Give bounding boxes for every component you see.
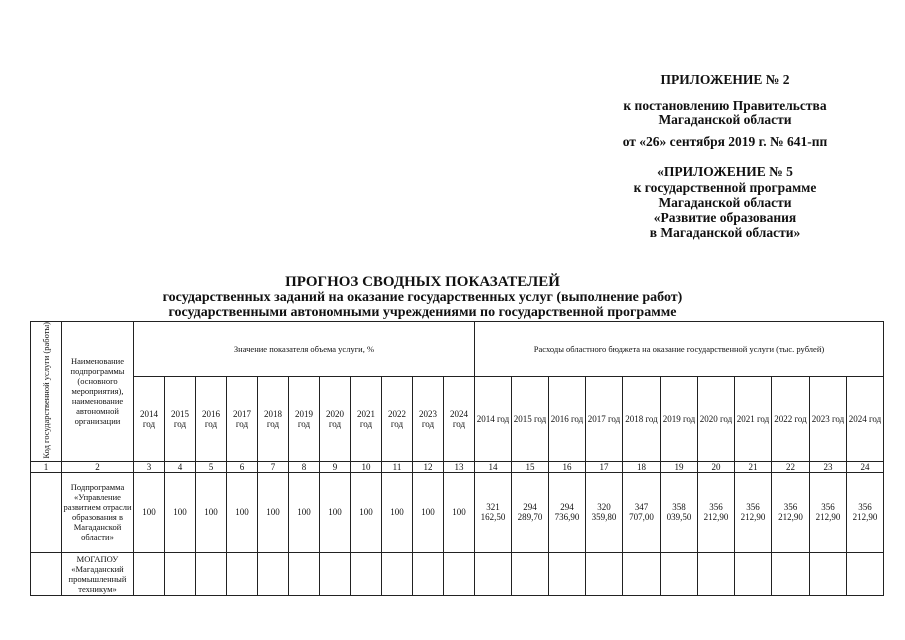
expense-year-2016: 2016 год — [549, 377, 586, 461]
expense-cell — [475, 552, 512, 595]
volume-cell — [320, 552, 351, 595]
volume-year-2023: 2023 год — [413, 377, 444, 461]
col-number: 6 — [227, 461, 258, 472]
appendix-date-line: от «26» сентября 2019 г. № 641-пп — [622, 134, 828, 149]
col-number: 3 — [134, 461, 165, 472]
column-number-row — [31, 461, 884, 472]
expense-group-header: Расходы областного бюджета на оказание государственной услуги (тыс. рублей) — [475, 322, 884, 377]
volume-year-2014: 2014 год — [134, 377, 165, 461]
volume-cell — [227, 552, 258, 595]
expense-year-2022: 2022 год — [772, 377, 810, 461]
volume-group-header: Значение показателя объема услуги, % — [134, 322, 475, 377]
col-number: 14 — [475, 461, 512, 472]
expense-year-2015: 2015 год — [512, 377, 549, 461]
col-number: 23 — [810, 461, 847, 472]
col-number: 17 — [586, 461, 623, 472]
volume-cell: 100 — [444, 472, 475, 552]
volume-year-2021: 2021 год — [351, 377, 382, 461]
volume-cell: 100 — [258, 472, 289, 552]
appendix5-to-line: к государственной программе — [633, 180, 817, 195]
col-number: 4 — [165, 461, 196, 472]
volume-cell: 100 — [413, 472, 444, 552]
volume-year-2020: 2020 год — [320, 377, 351, 461]
expense-cell: 356 212,90 — [847, 472, 884, 552]
col-number: 10 — [351, 461, 382, 472]
volume-cell: 100 — [289, 472, 320, 552]
expense-cell — [772, 552, 810, 595]
expense-cell: 294 289,70 — [512, 472, 549, 552]
col-name-header — [62, 322, 134, 462]
table-row — [31, 472, 884, 552]
volume-cell: 100 — [134, 472, 165, 552]
expense-year-2017: 2017 год — [586, 377, 623, 461]
volume-cell — [444, 552, 475, 595]
volume-cell: 100 — [382, 472, 413, 552]
row-name-cell: Подпрограмма «Управление развитием отрасли образования в Магаданской области» — [62, 472, 134, 552]
doc-title-line1: ПРОГНОЗ СВОДНЫХ ПОКАЗАТЕЛЕЙ — [285, 274, 560, 290]
expense-cell — [512, 552, 549, 595]
volume-cell — [413, 552, 444, 595]
appendix5-title: «ПРИЛОЖЕНИЕ № 5 — [657, 164, 793, 179]
row-name-cell: МОГАПОУ «Магаданский промышленный техникум» — [62, 552, 134, 595]
volume-cell — [165, 552, 196, 595]
header-group-row — [31, 322, 884, 377]
appendix5-program2: в Магаданской области» — [649, 225, 801, 240]
expense-year-2019: 2019 год — [661, 377, 698, 461]
expense-cell — [661, 552, 698, 595]
expense-cell: 356 212,90 — [772, 472, 810, 552]
appendix5-region: Магаданской области — [658, 195, 792, 210]
col-number: 21 — [735, 461, 772, 472]
volume-cell: 100 — [320, 472, 351, 552]
expense-cell: 356 212,90 — [810, 472, 847, 552]
col-code-header — [31, 322, 62, 462]
doc-title-line2: государственных заданий на оказание государственных услуг (выполнение работ) — [162, 290, 683, 305]
volume-year-2022: 2022 год — [382, 377, 413, 461]
expense-cell — [698, 552, 735, 595]
doc-title-line3: государственными автономными учреждениями по государственной программе — [168, 305, 677, 320]
expense-cell: 356 212,90 — [735, 472, 772, 552]
col-number: 9 — [320, 461, 351, 472]
expense-cell: 321 162,50 — [475, 472, 512, 552]
expense-cell — [623, 552, 661, 595]
volume-cell: 100 — [165, 472, 196, 552]
appendix5-program: «Развитие образования — [653, 210, 797, 225]
expense-cell — [549, 552, 586, 595]
volume-year-2024: 2024 год — [444, 377, 475, 461]
volume-year-2018: 2018 год — [258, 377, 289, 461]
expense-year-2024: 2024 год — [847, 377, 884, 461]
expense-year-2023: 2023 год — [810, 377, 847, 461]
appendix-title: ПРИЛОЖЕНИЕ № 2 — [660, 72, 790, 87]
col-number: 2 — [62, 461, 134, 472]
volume-year-2015: 2015 год — [165, 377, 196, 461]
volume-cell — [289, 552, 320, 595]
expense-cell — [586, 552, 623, 595]
expense-cell: 294 736,90 — [549, 472, 586, 552]
row-code-cell — [31, 472, 62, 552]
expense-year-2014: 2014 год — [475, 377, 512, 461]
table-row — [31, 552, 884, 595]
col-number: 12 — [413, 461, 444, 472]
expense-year-2020: 2020 год — [698, 377, 735, 461]
header-year-row — [31, 377, 884, 461]
volume-cell — [382, 552, 413, 595]
col-number: 13 — [444, 461, 475, 472]
volume-year-2019: 2019 год — [289, 377, 320, 461]
col-number: 5 — [196, 461, 227, 472]
volume-year-2017: 2017 год — [227, 377, 258, 461]
col-number: 24 — [847, 461, 884, 472]
col-number: 1 — [31, 461, 62, 472]
col-number: 8 — [289, 461, 320, 472]
expense-cell — [847, 552, 884, 595]
volume-cell: 100 — [196, 472, 227, 552]
col-number: 20 — [698, 461, 735, 472]
expense-cell: 347 707,00 — [623, 472, 661, 552]
volume-cell — [134, 552, 165, 595]
volume-cell — [351, 552, 382, 595]
volume-cell — [258, 552, 289, 595]
col-number: 16 — [549, 461, 586, 472]
appendix-region: Магаданской области — [658, 112, 792, 127]
expense-cell: 358 039,50 — [661, 472, 698, 552]
col-number: 7 — [258, 461, 289, 472]
col-number: 22 — [772, 461, 810, 472]
expense-cell: 356 212,90 — [698, 472, 735, 552]
volume-cell — [196, 552, 227, 595]
col-code-label: Код государственной услуги (работы) — [40, 322, 51, 459]
col-number: 19 — [661, 461, 698, 472]
row-code-cell — [31, 552, 62, 595]
col-number: 15 — [512, 461, 549, 472]
volume-cell: 100 — [351, 472, 382, 552]
col-number: 11 — [382, 461, 413, 472]
expense-cell — [735, 552, 772, 595]
expense-year-2021: 2021 год — [735, 377, 772, 461]
volume-cell: 100 — [227, 472, 258, 552]
expense-year-2018: 2018 год — [623, 377, 661, 461]
volume-year-2016: 2016 год — [196, 377, 227, 461]
col-name-label: Наименование подпрограммы (основного мероприятия), наименование автономной организации — [70, 356, 125, 427]
appendix-to-line: к постановлению Правительства — [623, 98, 827, 113]
expense-cell: 320 359,80 — [586, 472, 623, 552]
col-number: 18 — [623, 461, 661, 472]
indicators-table — [30, 321, 884, 596]
expense-cell — [810, 552, 847, 595]
